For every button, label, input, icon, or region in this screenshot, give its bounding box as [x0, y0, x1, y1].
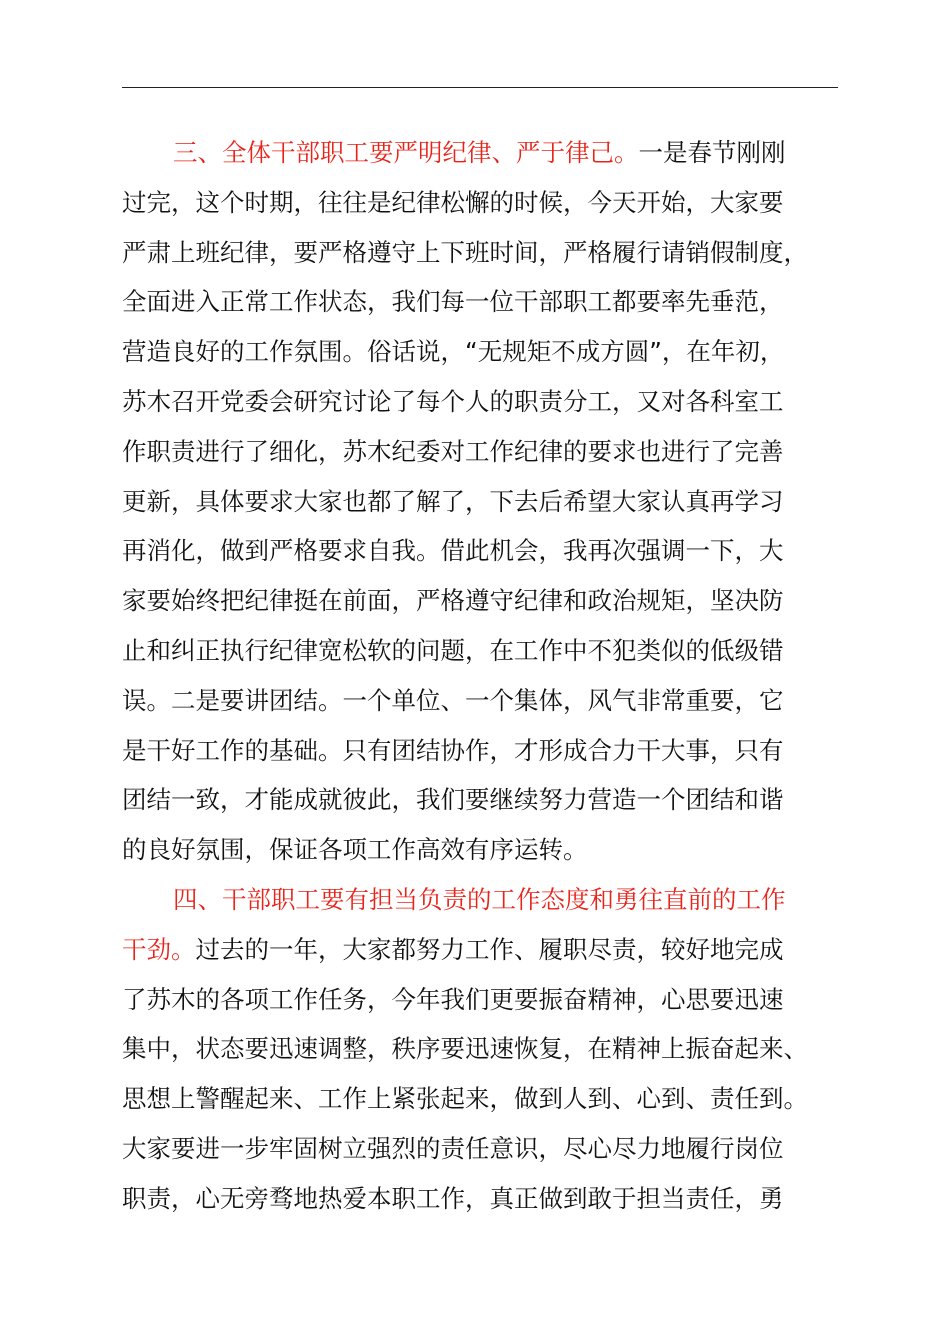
section-4-heading: 四、干部职工要有担当负责的工作态度和勇往直前的工作 — [173, 884, 786, 914]
text-line — [122, 925, 852, 975]
text-line: 作职责进行了细化，苏木纪委对工作纪律的要求也进行了完善 — [122, 436, 784, 466]
text-line: 营造良好的工作氛围。俗话说，“无规矩不成方圆”，在年初， — [122, 337, 785, 367]
text-line: 思想上警醒起来、工作上紧张起来，做到人到、心到、责任到。 — [122, 1084, 808, 1114]
text-line: 职责，心无旁骛地热爱本职工作，真正做到敢于担当责任，勇 — [122, 1183, 784, 1213]
text-line: 集中，状态要迅速调整，秩序要迅速恢复，在精神上振奋起来、 — [122, 1034, 808, 1064]
header-rule — [122, 87, 838, 88]
text-line: 误。二是要讲团结。一个单位、一个集体，风气非常重要，它 — [122, 685, 784, 715]
text-line: 苏木召开党委会研究讨论了每个人的职责分工，又对各科室工 — [122, 386, 784, 416]
text-line: 严肃上班纪律，要严格遵守上下班时间，严格履行请销假制度， — [122, 237, 808, 267]
section-4-heading-end: 干劲。 — [122, 934, 196, 964]
text-line: 更新，具体要求大家也都了解了，下去后希望大家认真再学习 — [122, 486, 784, 516]
text-line: 家要始终把纪律挺在前面，严格遵守纪律和政治规矩，坚决防 — [122, 586, 784, 616]
document-body — [122, 128, 852, 1224]
text-line: 过完，这个时期，往往是纪律松懈的时候，今天开始，大家要 — [122, 187, 784, 217]
text-line — [122, 128, 852, 178]
text-line: 止和纠正执行纪律宽松软的问题，在工作中不犯类似的低级错 — [122, 635, 784, 665]
text-line: 全面进入正常工作状态，我们每一位干部职工都要率先垂范， — [122, 287, 784, 317]
text-line: 再消化，做到严格要求自我。借此机会，我再次强调一下，大 — [122, 536, 784, 566]
text-line: 了苏木的各项工作任务，今年我们更要振奋精神，心思要迅速 — [122, 984, 784, 1014]
section-3-heading: 三、全体干部职工要严明纪律、严于律己。 — [173, 138, 639, 167]
text-line: 大家要进一步牢固树立强烈的责任意识，尽心尽力地履行岗位 — [122, 1133, 784, 1163]
text-line: 团结一致，才能成就彼此，我们要继续努力营造一个团结和谐 — [122, 785, 784, 815]
text-line: 的良好氛围，保证各项工作高效有序运转。 — [122, 835, 588, 865]
text-run: 过去的一年，大家都努力工作、履职尽责，较好地完成 — [195, 934, 784, 964]
text-run: 一是春节刚刚 — [638, 138, 786, 167]
text-line: 是干好工作的基础。只有团结协作，才形成合力干大事，只有 — [122, 735, 784, 765]
